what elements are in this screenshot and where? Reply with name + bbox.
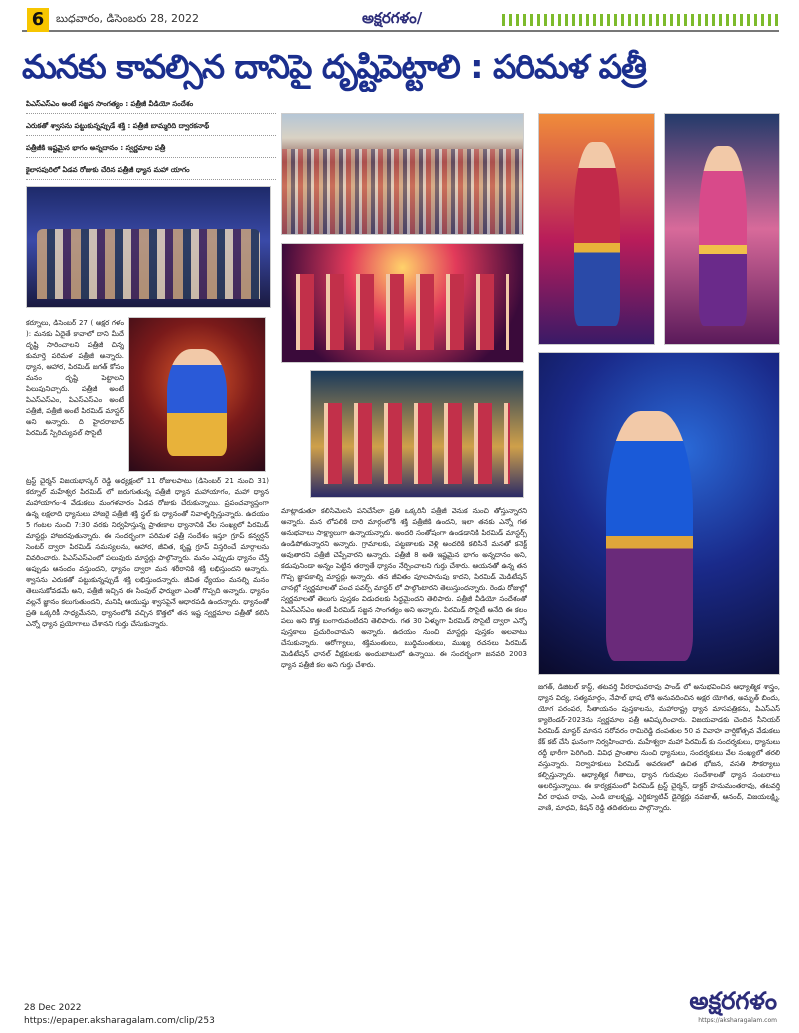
article-intro: కర్నూలు, డిసెంబర్ 27 ( అక్షర గళం ): మనకు ఏదైతే కావాలో దాని మీదే దృష్టి సారించాలని పత్రీజీ చిన్న కుమార్తె పరిమళ పత్రీజీ అన్నారు. ధ్యాన, ఆహార, పిరమిడ్ జగత్ కోసం మనం దృష్టి పెట్టాలని పిలుపునిచ్చారు. పత్రీజీ అంటే పిఎస్ఎస్ఎం, పిఎస్ఎస్ఎం అంటే పత్రీజీ, పత్రీజీ అంటే పిరమిడ్ మాస్టర్ అని అన్నారు. ది హైదరాబాద్ పిరమిడ్ స్పిరిచ్యువల్ సొసైటీ [26, 319, 124, 437]
seated-dancers-photo [310, 370, 524, 498]
brand-logo: అక్షరగళం [689, 986, 777, 1015]
group-dance-photo [281, 243, 524, 363]
subhead: ఎరుకతో శ్వాసను పట్టుకున్నప్పుడే శక్తి : పత్రీజీ బామ్మరిది ద్వారకనాథ్ [26, 122, 276, 136]
article-column [26, 476, 269, 876]
decorative-stripes [502, 14, 779, 26]
article-paragraph: మాట్లాడుతూ కలిసిమెలసి పనిచేసేలా ప్రతి ఒక్కరినీ పత్రీజీ వెనుక నుంచి తోస్తున్నారని అన్నారు. మన లోపలికి దారి మార్గంలోకి శక్తి పత్రీజీకి ఉందని, ఇలా తనకు ఎన్నో గత అనుభవాలు సాక్ష్యాలుగా ఉన్నాయన్నారు. అందరి సంతోషంగా ఉండడానికి పిరమిడ్ మాస్టర్స్ ఉండిపోతున్నారని అన్నారు. గ్రామాలకు, పట్టణాలకు వెళ్లి అందరికి కలిసినే మనతో కనెక్ట్ అవుతారని పత్రీజీ చెప్పేవారని అన్నారు. పత్రీజీ 8 అతి ఇష్టమైన భాగం అన్నదానం అని, కడుపునిండా అన్నం పెట్టిన తర్వాతే ధ్యానం నేర్పించాలని గుర్తు చేశారు. ఆయనతో ఉన్న తన గొప్ప జ్ఞాపకాల్ని మాస్టర్లు అన్నారు. తన జీవితం పూలపానుపు కాదని, పిరమిడ్ మెడిటేషన్ చానల్లో స్వర్ణమాలతో పంచ పవర్స్ మాస్టర్ లో పాల్గొంటారని తెలుస్తుందన్నారు. రెండు రోజుల్లో స్వర్ణమాలతో తెలుగు పుస్తకం విడుదలకు సిద్ధమైందని తెలిపారు. పత్రీజీ వీడియో సందేశంతో పిఎస్ఎస్ఎం అంటే పిరమిడ్ సజ్జన సాంగత్యం అని అన్నారు. పిరమిడ్ సొసైటీ అనేది ఈ కలం పలు అని కొత్త బంగారువంటిదని తెలిపారు. గత 30 ఏళ్ళుగా పిరమిడ్ సొసైటీ ద్వారా ఎన్నో పుస్తకాలు ప్రచురించామని అన్నారు. ఉదయం నుంచి మాస్టర్లు పుస్తకం అలవాటు చేసుకున్నారు. ఆరోగ్యాలు, శక్తిమంతులు, బుద్ధిమంతులు, ముఖ్య రచనలు పిరమిడ్ మెడిటేషన్ ఛానల్ వీక్షకులకు అందుబాటులో ఉన్నాయి. ఈ సందర్భంగా జనవరి 2003 ధ్యాన పత్రీజీ కల అని గుర్తు చేశారు. [281, 507, 527, 669]
dancer-closeup-photo [538, 352, 780, 675]
subhead: పత్రీజీకి ఇష్టమైన భాగం అన్నదానం : స్వర్ణమాల పత్రీ [26, 144, 276, 158]
dancer-photo [664, 113, 780, 345]
dancer-photo [538, 113, 655, 345]
article-column [538, 682, 780, 902]
audience-crowd-photo [281, 113, 524, 235]
stage-guests-photo [26, 186, 271, 308]
page-number: 6 [27, 8, 49, 32]
clip-link[interactable]: https://epaper.aksharagalam.com/clip/253 [24, 1016, 215, 1026]
subhead: కైలాసపురిలో ఏడవ రోజుకు చేరిన పత్రీజీ ధ్యాన మహా యాగం [26, 166, 276, 180]
issue-date: బుధవారం, డిసెంబరు 28, 2022 [56, 12, 199, 25]
footer-date: 28 Dec 2022 [24, 1003, 82, 1013]
subheads [26, 100, 276, 188]
article-paragraph: జగత్, డిజిటల్ కాస్ట్, తటవర్తి వీరరాఘవరావు పాండ్ లో అనుభవించిన ఆధ్యాత్మిక శాస్త్రం, ధ్యాన విద్య, సత్యమార్గం, నేపాల్ భాష లోకి అనువదించిన అక్షర యోగిత, అమృత్ బిందు, యోగ పరంపర, సీతాయనం పుస్తకాలను, మహారాష్ట్ర ధ్యాన మాసపత్రికను, పిఎస్ఎస్ క్యాలెండర్-2023ను స్వర్ణమాల పత్రీ ఆవిష్కరించారు. విజయవాడకు చెందిన సీనియర్ పిరమిడ్ మాస్టర్ మానస సరోవరం రామిరెడ్డి దంపతుల 50 వ వివాహ వార్షికోత్సవ వేడుకలు కేక్ కట్ చేసి ఘనంగా నిర్వహించారు. మహేశ్వరా మహా పిరమిడ్ కు సందర్శకులు, ధ్యానులు రద్దీ భారీగా పెరిగింది. వివిధ ప్రాంతాల నుంచి ధ్యానులు, సందర్శకులు వేల సంఖ్యలో తరలి వస్తున్నారు. నిర్వాహకులు పిరమిడ్ ఆవరణలో ఉచిత భోజన, వసతి సౌకర్యాలు కల్పిస్తున్నారు. ఆధ్యాత్మిక గీతాలు, ధ్యాన గురువుల సందేశాలతో ధ్యాన సంబరాలు అలరిస్తున్నాయి. ఈ కార్యక్రమంలో పిరమిడ్ ట్రస్ట్ చైర్మన్, డాక్టర్ హనుమంతరావు, తటవర్తి వీర రాఘవ రావు, ఎండి బాలకృష్ణ, ఎగ్జిక్యూటివ్ డైరెక్టర్లు నవజాత్, ఆనంద్, విజయలక్ష్మి, వాణి, మాధవి, కిషన్ రెడ్డి తదితరులు పాల్గొన్నారు. [538, 683, 780, 812]
brand-url: https://aksharagalam.com [698, 1017, 777, 1024]
article-column [26, 318, 124, 474]
masthead-bar [22, 8, 779, 32]
subhead: పిఎస్ఎస్ఎం అంటే సజ్జన సాంగత్యం : పత్రీజీ వీడియో సందేశం [26, 100, 276, 114]
paper-name: అక్షరగళం/ [362, 9, 423, 27]
headline: మనకు కావల్సిన దానిపై దృష్టిపెట్టాలి : పరిమళ పత్రీ [22, 47, 646, 86]
article-column [281, 506, 527, 903]
article-paragraph: ట్రస్ట్ చైర్మన్ విజయభాస్కర్ రెడ్డి అధ్యక్షంలో 11 రోజులపాటు (డిసెంబర్ 21 నుంచి 31) కర్నూల్ మహేశ్వర పిరమిడ్ లో జరుగుతున్న పత్రీజీ ధ్యాన మహాయాగం, మహా ధ్యాన మహాయాగం-4 వేడుకలు మంగళవారం ఏడవ రోజుకు చేరుకున్నాయి. ప్రపంచవ్యాప్తంగా ఉన్న లక్షలాది ధ్యానులు హాజరై పత్రీజీ శక్తి స్థల్ కు ధ్యానంతో నివాళ్ళర్పిస్తున్నారు. ఉదయం 5 గంటల నుంచి 7:30 వరకు నిర్వహిస్తున్న ప్రాతఃకాల ధ్యానానికి వేల సంఖ్యలో పిరమిడ్ మాస్టర్లు హాజరవుతున్నారు. ఈ సందర్భంగా పరిమళ పత్రీ సందేశం ఇస్తూ గ్రూప్ కన్వర్షన్ సెంటర్ ద్వారా పిరమిడ్ సమస్యలను, ఆహార, జీవిత, కృష్ణ గ్రూప్ విస్తరించే మార్గాలను వివరించారు. పిఎస్ఎస్ఎంలో పలువురు మాస్టర్లు పాల్గొన్నారు. మనం ఎప్పుడు ధ్యానం చేస్తే అప్పుడు ఆనందం వస్తుందని, ధ్యానం ద్వారా మన శరీరానికి శక్తి లభిస్తుందని అన్నారు. శ్వాసను ఎరుకతో పట్టుకున్నప్పుడే శక్తి లభిస్తుందన్నారు. జీవిత ధ్యేయం మనల్ని మనం తెలుసుకోవడమే అని, పత్రీజీ ఇచ్చిన ఈ సింపుల్ ఫార్ములా ఎంతో గొప్పది అన్నారు. ధ్యానం వల్లనే జ్ఞానం కలుగుతుందని, మనిషి ఆయుష్షు శ్వాసపైనే ఆధారపడి ఉందన్నారు. ధ్యానంతో ప్రతి ఒక్కరికీ సాధ్యమేనని, ధ్యానంలోకి వచ్చిన కొత్తలో తన ఇష్ట స్వర్ణమాల పత్రీతో కలిసి ఎన్నో ధ్యాన ప్రయోగాలు చేశానని గుర్తు చేసుకున్నారు. [26, 477, 269, 628]
goddess-dance-photo [128, 317, 266, 472]
